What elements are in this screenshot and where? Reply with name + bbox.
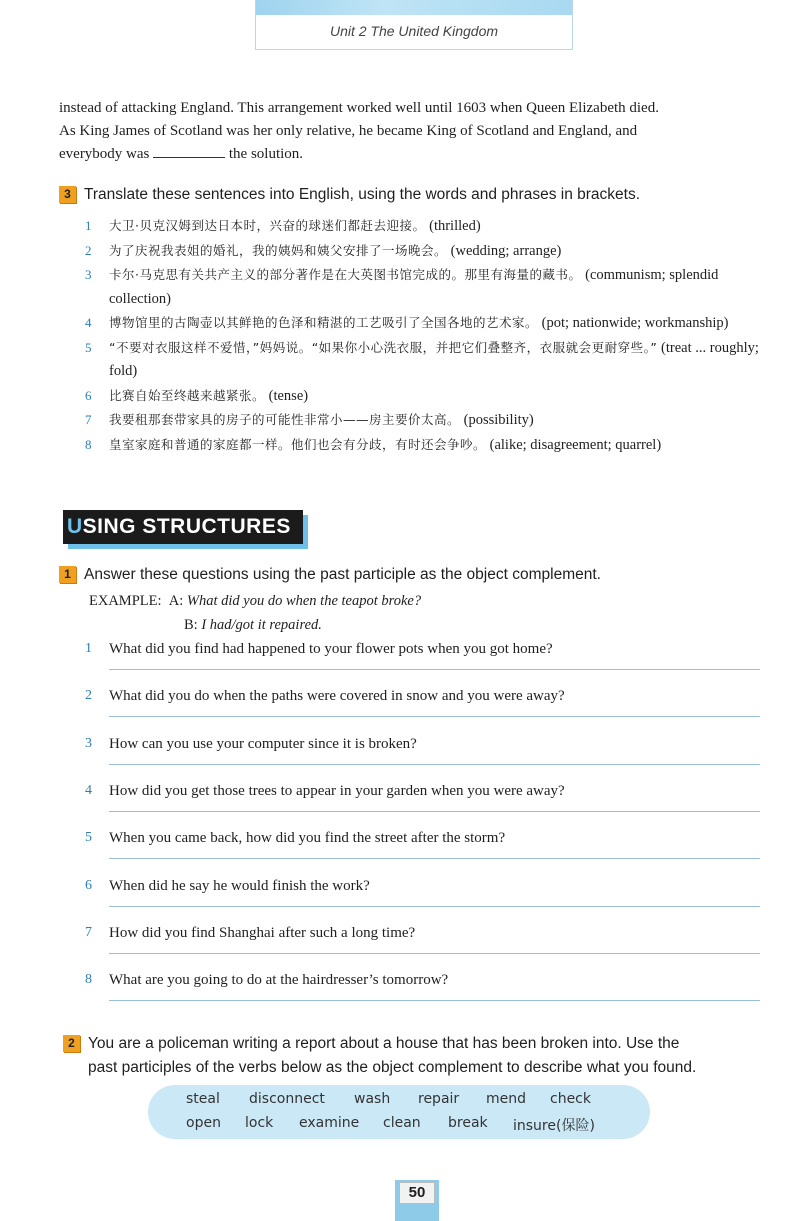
word-box — [148, 1085, 650, 1139]
answer-line[interactable] — [109, 669, 760, 670]
question-item: 4 How did you get those trees to appear in your garden when you were away? — [85, 781, 760, 801]
unit-title: Unit 2 The United Kingdom — [329, 23, 499, 39]
answer-line[interactable] — [109, 858, 760, 859]
translation-item: 8 皇室家庭和普通的家庭都一样。他们也会有分歧，有时还会争吵。 (alike; disagreement; quarrel) — [85, 436, 662, 453]
question-item: 7 How did you find Shanghai after such a long time? — [85, 923, 760, 943]
page-number: 50 — [399, 1182, 435, 1204]
exercise-3-heading — [59, 183, 764, 207]
using-structures-banner: USING STRUCTURES — [63, 510, 303, 544]
exercise-number-badge: 2 — [63, 1035, 80, 1052]
exercise-number-badge: 3 — [59, 186, 76, 203]
intro-line-3: everybody was the solution. — [59, 146, 304, 162]
exercise-2-instruction-line-2: past participles of the verbs below as the object complement to describe what you found. — [88, 1059, 697, 1076]
answer-line[interactable] — [109, 953, 760, 954]
word-chip: check — [550, 1091, 591, 1107]
translation-item: 7 我要租那套带家具的房子的可能性非常小——房主要价太高。 (possibility) — [85, 412, 534, 428]
word-chip: steal — [186, 1091, 220, 1107]
word-chip: wash — [354, 1091, 391, 1107]
fill-blank[interactable] — [153, 146, 225, 158]
translation-item: 5 “不要对衣服这样不爱惜，”妈妈说。“如果你小心洗衣服，并把它们叠整齐，衣服就会更耐穿些。” (treat ... roughly; fold) — [85, 339, 759, 379]
word-chip: lock — [245, 1115, 274, 1131]
intro-line-2: As King James of Scotland was her only relative, he became King of Scotland and England, and — [59, 123, 638, 139]
question-item: 2 What did you do when the paths were covered in snow and you were away? — [85, 686, 760, 706]
answer-line[interactable] — [109, 811, 760, 812]
exercise-3-instruction: Translate these sentences into English, using the words and phrases in brackets. — [84, 186, 641, 203]
question-item: 3 How can you use your computer since it is broken? — [85, 734, 760, 754]
example-block: EXAMPLE: A: What did you do when the teapot broke? B: I had/got it repaired. — [89, 593, 422, 633]
word-chip: clean — [383, 1115, 421, 1131]
word-chip: repair — [418, 1091, 460, 1107]
word-chip: examine — [299, 1115, 360, 1131]
unit-header — [255, 0, 573, 50]
exercise-1-instruction: Answer these questions using the past participle as the object complement. — [84, 566, 601, 583]
question-item: 8 What are you going to do at the hairdresser’s tomorrow? — [85, 970, 760, 990]
question-item: 5 When you came back, how did you find the street after the storm? — [85, 828, 760, 848]
question-item: 1 What did you find had happened to your flower pots when you got home? — [85, 639, 760, 659]
word-chip: open — [186, 1115, 221, 1131]
translation-list — [85, 214, 765, 457]
header-decoration — [256, 0, 572, 15]
exercise-2-instruction-line-1: You are a policeman writing a report about a house that has been broken into. Use the — [88, 1035, 680, 1052]
answer-line[interactable] — [109, 764, 760, 765]
answer-line[interactable] — [109, 1000, 760, 1001]
question-item: 6 When did he say he would finish the work? — [85, 876, 760, 896]
answer-line[interactable] — [109, 716, 760, 717]
word-chip: break — [448, 1115, 488, 1131]
translation-item: 4 博物馆里的古陶壶以其鲜艳的色泽和精湛的工艺吸引了全国各地的艺术家。 (pot; nationwide; workmanship) — [85, 315, 729, 331]
intro-paragraph — [59, 97, 759, 166]
word-chip: mend — [486, 1091, 527, 1107]
page-number-tab — [395, 1180, 439, 1221]
translation-item: 6 比赛自始至终越来越紧张。 (tense) — [85, 387, 309, 404]
intro-line-1: instead of attacking England. This arrangement worked well until 1603 when Queen Elizabeth died. — [59, 100, 659, 116]
exercise-1-heading — [59, 563, 764, 587]
exercise-number-badge: 1 — [59, 566, 76, 583]
answer-line[interactable] — [109, 906, 760, 907]
translation-item: 1 大卫·贝克汉姆到达日本时，兴奋的球迷们都赶去迎接。 (thrilled) — [85, 218, 481, 234]
word-chip: insure(保险) — [513, 1118, 595, 1134]
translation-item: 2 为了庆祝我表姐的婚礼，我的姨妈和姨父安排了一场晚会。 (wedding; arrange) — [85, 242, 562, 259]
word-chip: disconnect — [249, 1091, 325, 1107]
exercise-2-heading — [63, 1032, 763, 1080]
translation-item: 3 卡尔·马克思有关共产主义的部分著作是在大英图书馆完成的。那里有海量的藏书。 (communism; splendid collection) — [85, 267, 719, 307]
